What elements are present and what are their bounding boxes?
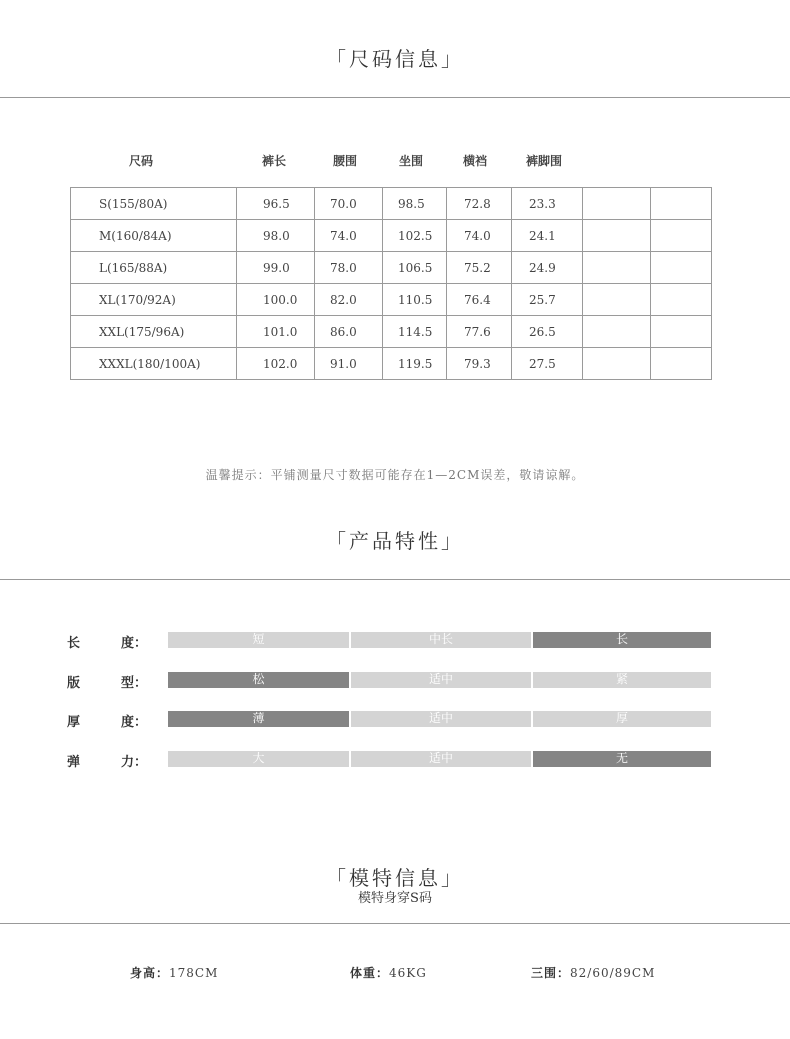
table-row [71, 316, 712, 348]
model-height-value: 178CM [169, 966, 219, 980]
model-measurements-value: 82/60/89CM [570, 966, 656, 980]
table-cell: 74.0 [447, 220, 512, 252]
table-cell: L(165/88A) [71, 252, 237, 284]
model-weight [350, 964, 427, 981]
empty-cell [583, 284, 651, 316]
table-cell: 70.0 [315, 188, 383, 220]
feature-option-selected: 薄 [168, 711, 349, 727]
table-cell: 86.0 [315, 316, 383, 348]
header-thigh: 横裆 [463, 154, 488, 168]
model-height [130, 964, 218, 981]
feature-row [0, 632, 790, 650]
empty-cell [651, 252, 712, 284]
table-row [71, 284, 712, 316]
table-cell: M(160/84A) [71, 220, 237, 252]
table-cell: XXXL(180/100A) [71, 348, 237, 380]
empty-cell [651, 316, 712, 348]
table-cell: 98.5 [383, 188, 447, 220]
table-cell: 24.9 [512, 252, 583, 284]
table-cell: 24.1 [512, 220, 583, 252]
table-cell: 74.0 [315, 220, 383, 252]
feature-label-char: 型： [121, 676, 148, 691]
table-row [71, 188, 712, 220]
table-cell: 99.0 [237, 252, 315, 284]
empty-cell [651, 348, 712, 380]
empty-cell [583, 252, 651, 284]
header-size: 尺码 [129, 154, 154, 168]
feature-option: 紧 [533, 672, 711, 688]
table-cell: 78.0 [315, 252, 383, 284]
table-cell: XXL(175/96A) [71, 316, 237, 348]
table-row [71, 220, 712, 252]
feature-option-selected: 长 [533, 632, 711, 648]
table-cell: 75.2 [447, 252, 512, 284]
feature-label-char: 版 [67, 676, 81, 691]
feature-label-char: 厚 [67, 715, 81, 730]
feature-option: 中长 [351, 632, 531, 648]
table-cell: 27.5 [512, 348, 583, 380]
feature-option-selected: 无 [533, 751, 711, 767]
table-cell: 102.5 [383, 220, 447, 252]
divider [0, 97, 790, 98]
feature-option-selected: 松 [168, 672, 349, 688]
model-weight-label: 体重： [350, 966, 390, 980]
model-weight-value: 46KG [389, 966, 427, 980]
table-cell: 114.5 [383, 316, 447, 348]
feature-row [0, 672, 790, 690]
measurement-tip: 温馨提示：平铺测量尺寸数据可能存在1—2CM误差，敬请谅解。 [205, 468, 585, 482]
table-cell: 23.3 [512, 188, 583, 220]
size-table [70, 187, 712, 380]
table-row [71, 252, 712, 284]
table-cell: 26.5 [512, 316, 583, 348]
feature-row [0, 751, 790, 769]
empty-cell [583, 188, 651, 220]
header-leg-opening: 裤脚围 [526, 154, 563, 168]
table-cell: 77.6 [447, 316, 512, 348]
divider [0, 923, 790, 924]
feature-option: 厚 [533, 711, 711, 727]
model-section-title: 「模特信息」 [326, 866, 464, 890]
table-cell: 100.0 [237, 284, 315, 316]
model-subtitle: 模特身穿S码 [358, 891, 432, 906]
empty-cell [651, 284, 712, 316]
table-cell: 76.4 [447, 284, 512, 316]
empty-cell [583, 220, 651, 252]
table-cell: 102.0 [237, 348, 315, 380]
model-measurements [531, 964, 655, 981]
table-cell: 98.0 [237, 220, 315, 252]
feature-option: 适中 [351, 711, 531, 727]
table-cell: 72.8 [447, 188, 512, 220]
table-cell: 106.5 [383, 252, 447, 284]
table-cell: 101.0 [237, 316, 315, 348]
table-cell: 25.7 [512, 284, 583, 316]
feature-label-char: 度： [121, 636, 148, 651]
table-cell: 110.5 [383, 284, 447, 316]
table-cell: 91.0 [315, 348, 383, 380]
feature-label-char: 弹 [67, 755, 81, 770]
table-cell: 119.5 [383, 348, 447, 380]
table-row [71, 348, 712, 380]
header-pants-length: 裤长 [262, 154, 287, 168]
feature-label-char: 力： [121, 755, 148, 770]
model-measurements-label: 三围： [531, 966, 571, 980]
divider [0, 579, 790, 580]
size-section-title: 「尺码信息」 [326, 47, 464, 71]
feature-option: 大 [168, 751, 349, 767]
header-hip: 坐围 [399, 154, 424, 168]
table-cell: 96.5 [237, 188, 315, 220]
features-section-title: 「产品特性」 [326, 529, 464, 553]
header-waist: 腰围 [333, 154, 358, 168]
table-cell: 79.3 [447, 348, 512, 380]
empty-cell [583, 348, 651, 380]
model-height-label: 身高： [130, 966, 170, 980]
feature-option: 适中 [351, 751, 531, 767]
table-cell: XL(170/92A) [71, 284, 237, 316]
empty-cell [651, 188, 712, 220]
table-cell: 82.0 [315, 284, 383, 316]
feature-row [0, 711, 790, 729]
feature-label-char: 长 [67, 636, 81, 651]
feature-option: 适中 [351, 672, 531, 688]
empty-cell [651, 220, 712, 252]
feature-option: 短 [168, 632, 349, 648]
table-cell: S(155/80A) [71, 188, 237, 220]
feature-label-char: 度： [121, 715, 148, 730]
empty-cell [583, 316, 651, 348]
